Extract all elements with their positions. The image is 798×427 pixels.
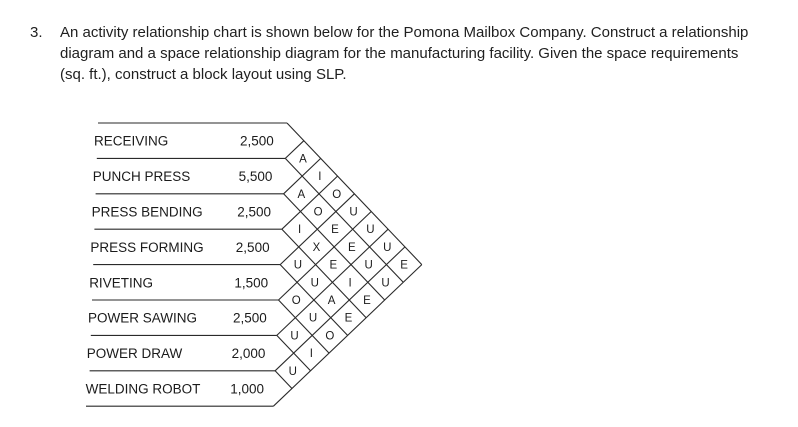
diagonal-line — [285, 158, 403, 282]
relationship-code: U — [349, 206, 358, 219]
space-requirement: 2,500 — [235, 239, 270, 255]
relationship-code: E — [363, 295, 371, 307]
relationship-code: I — [348, 277, 352, 290]
relationship-code: E — [344, 312, 353, 325]
department-name: POWER DRAW — [86, 346, 183, 362]
department-name: RECEIVING — [94, 133, 169, 149]
relationship-code: I — [297, 224, 302, 237]
diagonal-line — [279, 212, 375, 301]
relationship-code: E — [331, 224, 339, 237]
relationship-code: U — [290, 330, 299, 343]
relationship-code: O — [313, 206, 323, 219]
relationship-code: A — [299, 153, 307, 166]
space-requirement: 2,500 — [233, 310, 267, 326]
relationship-code: I — [309, 348, 313, 361]
relationship-code: U — [288, 365, 297, 378]
department-name: WELDING ROBOT — [85, 381, 201, 397]
relationship-code: U — [310, 277, 319, 290]
department-name: POWER SAWING — [88, 310, 198, 326]
relationship-code: E — [329, 259, 338, 272]
relationship-code: I — [318, 171, 322, 184]
space-requirement: 2,500 — [237, 204, 271, 220]
relationship-code: A — [297, 188, 306, 201]
relationship-code: U — [383, 241, 392, 254]
relationship-code: O — [325, 330, 335, 343]
department-name: PUNCH PRESS — [92, 169, 191, 185]
relationship-code: U — [381, 277, 390, 290]
question-text: An activity relationship chart is shown below for the Pomona Mailbox Company. Construct a relationship diagram and a space relationship diagram for the manufacturing facility. Given the space requirements (sq. ft.), construct a block layout using SLP. — [60, 24, 749, 83]
relationship-code: E — [348, 241, 356, 254]
space-requirement: 1,500 — [234, 275, 269, 291]
space-requirement: 1,000 — [230, 381, 264, 397]
question-number: 3. — [30, 24, 43, 41]
department-name: PRESS FORMING — [90, 239, 204, 255]
relationship-code: U — [308, 312, 318, 325]
department-name: RIVETING — [89, 275, 153, 291]
relationship-code: U — [366, 224, 375, 237]
relationship-code: E — [400, 259, 408, 272]
relationship-code: U — [293, 259, 303, 272]
space-requirement: 5,500 — [238, 169, 273, 185]
diagonal-line — [280, 194, 354, 265]
relationship-code: A — [327, 295, 336, 307]
space-requirement: 2,500 — [240, 133, 274, 149]
department-name: PRESS BENDING — [91, 204, 203, 220]
relationship-code: O — [291, 295, 301, 307]
relationship-code: X — [312, 241, 321, 254]
relationship-code: O — [332, 188, 342, 201]
relationship-code: U — [364, 259, 373, 272]
space-requirement: 2,000 — [231, 346, 266, 362]
